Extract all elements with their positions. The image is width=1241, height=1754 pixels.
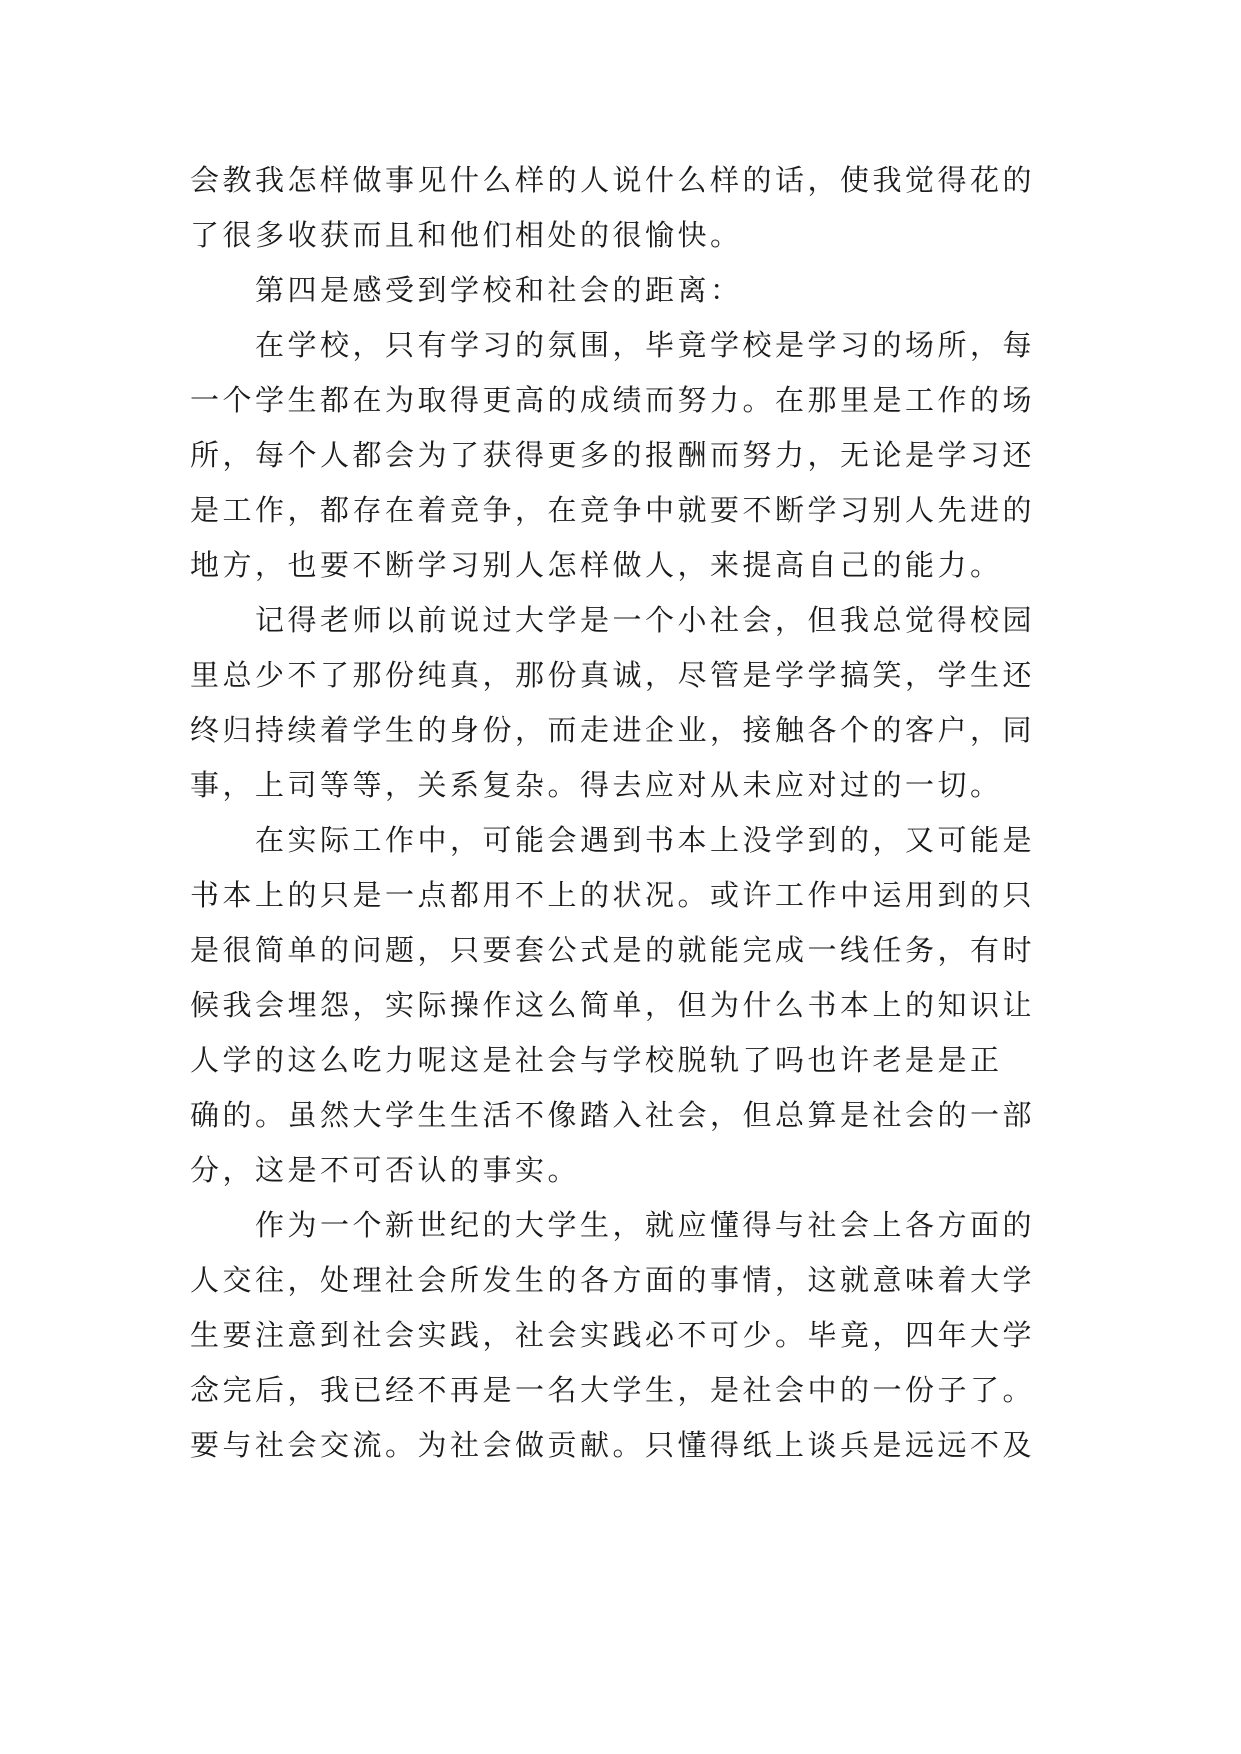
text-line: 在学校，只有学习的氛围，毕竟学校是学习的场所，每 xyxy=(255,328,1036,362)
text-line: 终归持续着学生的身份，而走进企业，接触各个的客户，同 xyxy=(190,713,1036,747)
text-line: 地方，也要不断学习别人怎样做人，来提高自己的能力。 xyxy=(190,548,1003,582)
text-line: 生要注意到社会实践，社会实践必不可少。毕竟，四年大学 xyxy=(190,1318,1036,1352)
text-line: 是工作，都存在着竞争，在竞争中就要不断学习别人先进的 xyxy=(190,493,1036,527)
text-line: 事，上司等等，关系复杂。得去应对从未应对过的一切。 xyxy=(190,768,1003,802)
text-line: 候我会埋怨，实际操作这么简单，但为什么书本上的知识让 xyxy=(190,988,1036,1022)
text-line: 在实际工作中，可能会遇到书本上没学到的，又可能是 xyxy=(255,823,1036,857)
text-line: 确的。虽然大学生生活不像踏入社会，但总算是社会的一部 xyxy=(190,1098,1036,1132)
text-line: 要与社会交流。为社会做贡献。只懂得纸上谈兵是远远不及 xyxy=(190,1428,1036,1462)
section-heading: 第四是感受到学校和社会的距离： xyxy=(255,273,743,307)
text-line: 了很多收获而且和他们相处的很愉快。 xyxy=(190,218,743,252)
text-line: 作为一个新世纪的大学生，就应懂得与社会上各方面的 xyxy=(255,1208,1036,1242)
text-line: 记得老师以前说过大学是一个小社会，但我总觉得校园 xyxy=(255,603,1036,637)
text-line: 人学的这么吃力呢这是社会与学校脱轨了吗也许老是是正 xyxy=(190,1043,1003,1077)
text-line: 是很简单的问题，只要套公式是的就能完成一线任务，有时 xyxy=(190,933,1036,967)
text-line: 一个学生都在为取得更高的成绩而努力。在那里是工作的场 xyxy=(190,383,1036,417)
text-line: 人交往，处理社会所发生的各方面的事情，这就意味着大学 xyxy=(190,1263,1036,1297)
text-line: 里总少不了那份纯真，那份真诚，尽管是学学搞笑，学生还 xyxy=(190,658,1036,692)
text-line: 念完后，我已经不再是一名大学生，是社会中的一份子了。 xyxy=(190,1373,1036,1407)
text-line: 分，这是不可否认的事实。 xyxy=(190,1153,581,1187)
text-line: 会教我怎样做事见什么样的人说什么样的话，使我觉得花的 xyxy=(190,163,1036,197)
text-line: 书本上的只是一点都用不上的状况。或许工作中运用到的只 xyxy=(190,878,1036,912)
text-line: 所，每个人都会为了获得更多的报酬而努力，无论是学习还 xyxy=(190,438,1036,472)
